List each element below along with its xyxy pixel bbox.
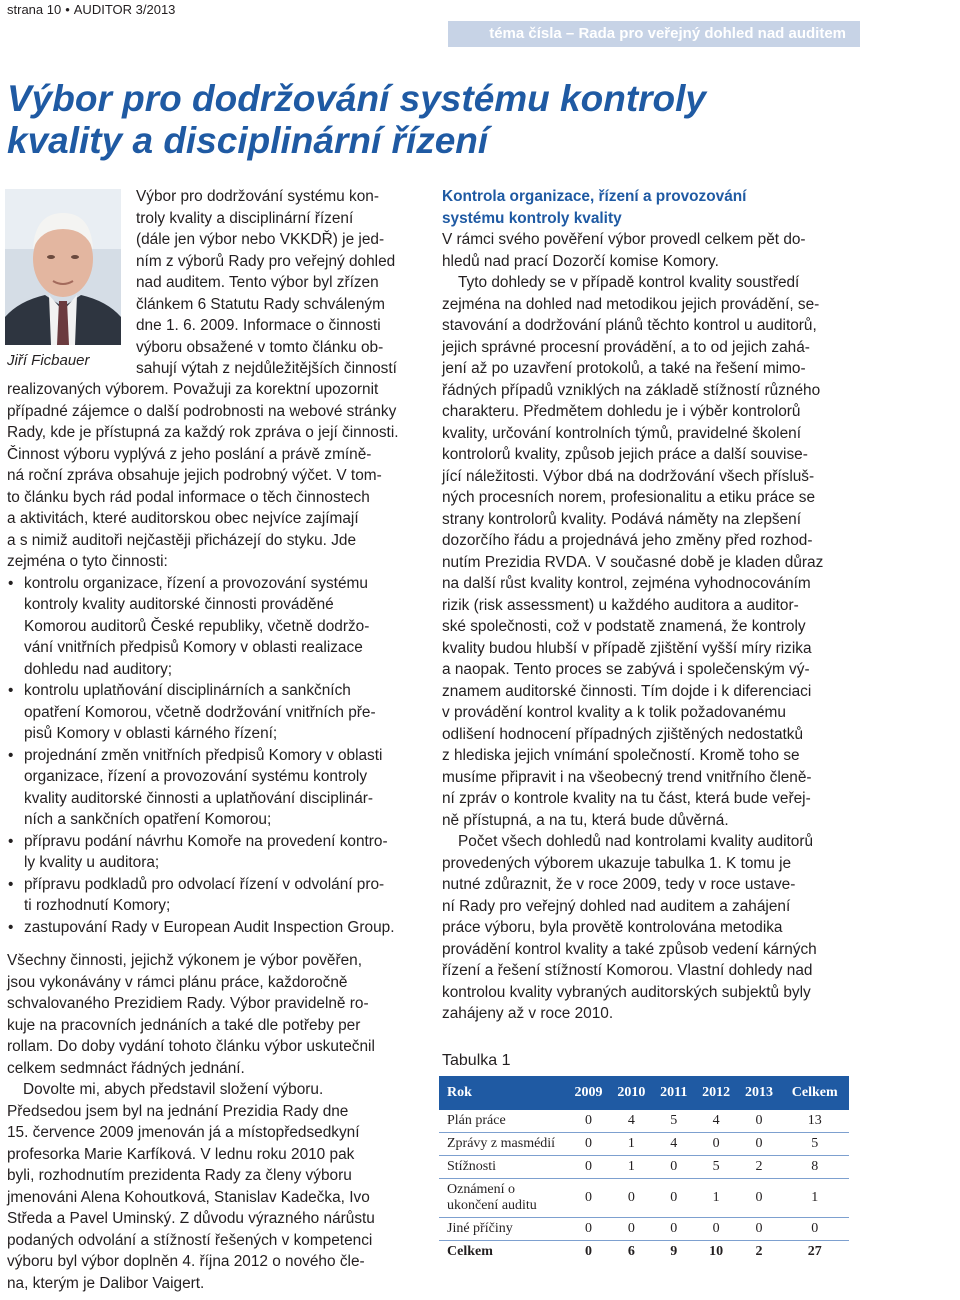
table-cell: 0 [567, 1110, 610, 1133]
table-cell: 27 [807, 1244, 822, 1259]
table-cell: 0 [738, 1179, 781, 1218]
table-total-row [439, 1241, 849, 1264]
left-column [7, 379, 422, 1294]
topic-label: téma čísla – Rada pro veřejný dohled nad auditem [489, 25, 846, 42]
table-cell: 1 [610, 1156, 653, 1179]
table-cell: 0 [653, 1179, 695, 1218]
list-item: • zastupování Rady v European Audit Inspection Group. [7, 917, 422, 939]
row-label: Zprávy z masmédií [439, 1133, 567, 1156]
table-cell: 0 [584, 1244, 592, 1259]
table-cell: 5 [780, 1133, 849, 1156]
table-cell: 5 [653, 1110, 695, 1133]
page-number: strana 10 [7, 2, 62, 17]
author-photo [5, 189, 121, 345]
table-row [439, 1218, 849, 1241]
table-cell: 0 [738, 1218, 781, 1241]
table-cell: 2 [738, 1156, 781, 1179]
table-cell: 0 [653, 1156, 695, 1179]
row-label: Celkem [447, 1244, 493, 1259]
paragraph: Dovolte mi, abych představil složení výboru. Předsedou jsem byl na jednání Prezidia Rady dne 15. července 2009 jmenován já a místopředsedkyní profesorka Marie Karfíková. V lednu roku 2010 pak byli, rozhodnutím prezidenta Rady za členy výboru jmenováni Alena Kohoutková, Stanislav Kadečka, Ivo Středa a Pavel Uminský. Z důvodu výrazného nárůstu podaných odvolání a stížností řešených v kompetenci výboru byl výbor doplněn 4. října 2012 o nového čle- na, kterým je Dalibor Vaigert. [7, 1081, 375, 1292]
row-label: Plán práce [439, 1110, 567, 1133]
table-cell: 0 [567, 1156, 610, 1179]
portrait-image [5, 189, 121, 345]
list-item: • kontrolu uplatňování disciplinárních a sankčních opatření Komorou, včetně dodržování vnitřních pře- pisů Komory v oblasti kárného řízení; [7, 680, 422, 745]
column-header: Celkem [780, 1076, 849, 1110]
activity-list [7, 573, 422, 939]
column-header: 2010 [610, 1076, 653, 1110]
section-heading: Kontrola organizace, řízení a provozování systému kontroly kvality [442, 188, 747, 227]
table-cell: 0 [567, 1133, 610, 1156]
table-cell: 4 [653, 1133, 695, 1156]
paragraph: Tyto dohledy se v případě kontrol kvality soustředí zejména na dohled nad metodikou jejich provádění, se- stavování a dodržování plánů těchto kontrol u auditorů, jejich správné procesní provádění, a to od jejich zahá- jení až po uzavření protokolů, a také na řešení mimo- řádných případů vzniklých na základě stížností různého charakteru. Předmětem dohledu je i výběr kontrolorů kvality, určování kontrolních týmů, pravidelné školení kontrolorů kvality, způsob jejich práce a další souvise- jící náležitosti. Výbor dbá na dodržování všech přísluš- ných procesních norem, profesionalitu a etiku práce se strany kontrolorů kvality. Podává náměty na zlepšení dozorčího řádu a projednává jeho změny před rozhod- nutím Prezidia RVDA. V současné době je kladen důraz na další růst kvality kontrol, zejména vyhodnocováním rizik (risk assessment) u každého auditora a auditor- ské společnosti, což v podstatě znamená, že kontroly kvality budou hlubší v případě zjištění vyšší míry rizika a naopak. Tento proces se zabývá i společenským vý- znamem auditorské činnosti. Tím dojde i k diferenciaci v provádění kontrol kvality a k tolik požadovanému odlišení hodnocení případných zjištěných nedostatků z hlediska jejich vnímání společností. Kromě toho se musíme připravit i na všeobecný trend vnitřního členě- ní zpráv o kontrole kvality na tu část, která bude veřej- ně přístupná, a na tu, která bude důvěrná. [442, 274, 824, 829]
row-label: Stížnosti [439, 1156, 567, 1179]
paragraph: V rámci svého pověření výbor provedl celkem pět do- hledů nad prací Dozorčí komise Komory. [442, 231, 806, 270]
table-cell: 5 [695, 1156, 738, 1179]
intro-paragraph [136, 186, 416, 380]
list-item: • kontrolu organizace, řízení a provozování systému kontroly kvality auditorské činnosti prováděné Komorou auditorů České republiky, včetně dodržo- vání vnitřních předpisů Komory v oblasti realizace dohledu nad auditory; [7, 573, 422, 681]
table-cell: 0 [695, 1133, 738, 1156]
data-table [439, 1076, 849, 1263]
table-cell: 0 [695, 1218, 738, 1241]
table-cell: 0 [653, 1218, 695, 1241]
table-header-row [439, 1076, 849, 1110]
table-cell: 1 [780, 1179, 849, 1218]
table-cell: 0 [610, 1218, 653, 1241]
table-cell: 6 [627, 1244, 635, 1259]
table-cell: 13 [780, 1110, 849, 1133]
column-header: 2009 [567, 1076, 610, 1110]
table-cell: 0 [567, 1218, 610, 1241]
list-item: • projednání změn vnitřních předpisů Komory v oblasti organizace, řízení a provozování systému kontroly kvality auditorské činnosti a uplatňování disciplinár- ních a sankčních opatření Komorou; [7, 745, 422, 831]
table-row [439, 1156, 849, 1179]
right-column [442, 186, 860, 1025]
column-header: 2013 [738, 1076, 781, 1110]
table-cell: 0 [738, 1110, 781, 1133]
intro-text: Výbor pro dodržování systému kon- troly kvality a disciplinární řízení (dále jen výbor nebo VKKDŘ) je jed- ním z výborů Rady pro veřejný dohled nad auditem. Tento výbor byl zřízen článkem 6 Statutu Rady schváleným dne 1. 6. 2009. Informace o činnosti výboru obsažené v tomto článku ob- sahují výtah z nejdůležitějších činností [136, 188, 397, 377]
table-cell: 0 [610, 1179, 653, 1218]
magazine-issue: AUDITOR 3/2013 [73, 2, 176, 17]
table-cell: 4 [610, 1110, 653, 1133]
table-row [439, 1133, 849, 1156]
column-header: 2012 [695, 1076, 738, 1110]
table-cell: 2 [755, 1244, 763, 1259]
page-header: strana 10 • AUDITOR 3/2013 [7, 2, 176, 17]
table-cell: 1 [695, 1179, 738, 1218]
table-cell: 0 [567, 1179, 610, 1218]
list-item: • přípravu podání návrhu Komoře na provedení kontro- ly kvality u auditora; [7, 831, 422, 874]
table-label: Tabulka 1 [442, 1052, 511, 1069]
table-cell: 4 [695, 1110, 738, 1133]
topic-bar [448, 21, 860, 47]
table-row [439, 1110, 849, 1133]
table-row [439, 1179, 849, 1218]
paragraph: Počet všech dohledů nad kontrolami kvality auditorů provedených výborem ukazuje tabulka 1. K tomu je nutné zdůraznit, že v roce 2009, tedy v roce ustave- ní Rady pro veřejný dohled nad auditem a zahájení práce výboru, byla provětě kontrolována metodika provádění kontrol kvality a také způsob vedení kárných řízení a řešení stížností Komorou. Vlastní dohledy nad kontrolou kvality vybraných auditorských subjektů byly zahájeny až v roce 2010. [442, 833, 817, 1022]
paragraph: realizovaných výborem. Považuji za korektní upozornit případné zájemce o další podrobnosti na webové stránky Rady, kde je přístupná za každý rok zpráva o její činnosti. Činnost výboru vyplývá z jeho poslání a právě zmíně- ná roční zpráva obsahuje jejich podrobný výčet. V tom- to článku bych rád podal informace o těch činnostech a aktivitách, které auditorskou obec nejvíce zajímají a s nimiž auditoři nejčastěji přicházejí do styku. Jde zejména o tyto činnosti: [7, 381, 399, 570]
article-title: Výbor pro dodržování systému kontroly kvality a disciplinární řízení [7, 78, 707, 161]
table-cell: 8 [780, 1156, 849, 1179]
table-cell: 9 [670, 1244, 678, 1259]
table-cell: 1 [610, 1133, 653, 1156]
table-cell: 0 [738, 1133, 781, 1156]
column-header: 2011 [653, 1076, 695, 1110]
paragraph: Všechny činnosti, jejichž výkonem je výbor pověřen, jsou vykonávány v rámci plánu práce, každoročně schvalovaného Prezidiem Rady. Výbor pravidelně ro- kuje na pracovních jednáních a také dle potřeby per rollam. Do doby vydání tohoto článku výbor uskutečnil celkem sedmnáct řádných jednání. [7, 952, 375, 1077]
column-header: Rok [439, 1076, 567, 1110]
photo-caption: Jiří Ficbauer [7, 352, 90, 369]
table-cell: 0 [780, 1218, 849, 1241]
row-label: Oznámení o ukončení auditu [439, 1179, 567, 1218]
table-cell: 10 [709, 1244, 724, 1259]
list-item: • přípravu podkladů pro odvolací řízení v odvolání pro- ti rozhodnutí Komory; [7, 874, 422, 917]
row-label: Jiné příčiny [439, 1218, 567, 1241]
